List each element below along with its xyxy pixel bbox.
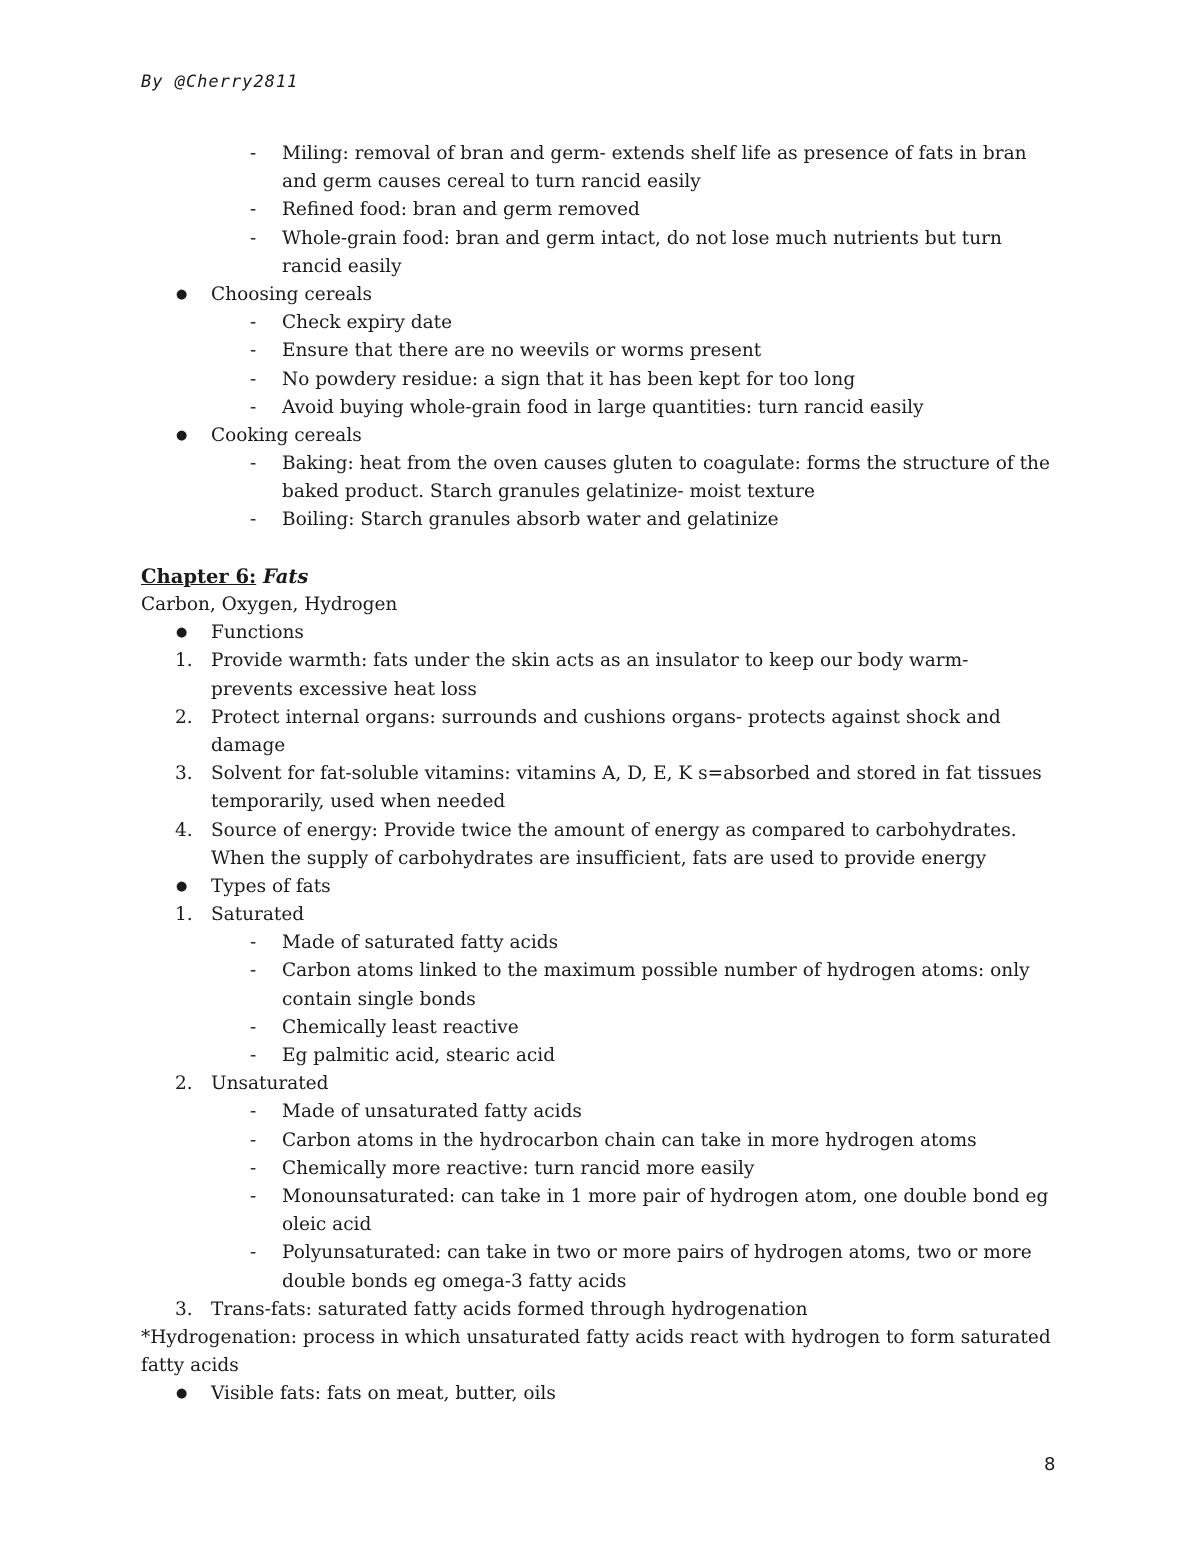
chapter-title: Fats (263, 564, 309, 588)
function-text-cont: damage (211, 734, 286, 756)
list-item (0, 1014, 1200, 1042)
list-item (0, 817, 1200, 845)
function-text: Provide warmth: fats under the skin acts as an insulator to keep our body warm- (211, 650, 969, 672)
hydrogenation-note: *Hydrogenation: process in which unsaturated fatty acids react with hydrogen to form saturated (141, 1326, 1051, 1348)
list-item (0, 647, 1200, 675)
function-text-cont: When the supply of carbohydrates are insufficient, fats are used to provide energy (211, 847, 987, 869)
baking-text: Baking: heat from the oven causes gluten to coagulate: forms the structure of the (282, 453, 1050, 475)
saturated-title: Saturated (211, 904, 305, 926)
list-item (0, 1296, 1200, 1324)
unsaturated-title: Unsaturated (211, 1073, 329, 1095)
choosing-item: Ensure that there are no weevils or worms present (282, 340, 762, 362)
dash-marker: - (250, 227, 257, 249)
dash-marker: - (250, 1045, 257, 1066)
bullet-marker: ● (176, 1386, 188, 1402)
dash-marker: - (250, 1129, 257, 1151)
list-item (0, 957, 1200, 985)
function-text-cont: prevents excessive heat loss (211, 678, 477, 700)
choosing-item: No powdery residue: a sign that it has been kept for too long (282, 368, 856, 390)
dash-marker: - (250, 960, 257, 982)
choosing-title: Choosing cereals (211, 283, 372, 305)
list-item (0, 1042, 1200, 1070)
bullet-marker: ● (176, 427, 188, 443)
dash-marker: - (250, 1101, 257, 1123)
list-item (0, 309, 1200, 337)
choosing-item: Check expiry date (282, 312, 453, 334)
list-item (0, 366, 1200, 394)
dash-marker: - (250, 1242, 257, 1264)
wholegrain-text-cont: rancid easily (282, 255, 402, 277)
types-title: Types of fats (211, 875, 331, 897)
poly-text-cont: double bonds eg omega-3 fatty acids (282, 1270, 627, 1292)
list-item (0, 1183, 1200, 1211)
saturated-made: Made of saturated fatty acids (282, 932, 559, 954)
refined-text: Refined food: bran and germ removed (282, 199, 640, 221)
function-text: Protect internal organs: surrounds and cushions organs- protects against shock and (211, 706, 1001, 728)
milling-text-cont: and germ causes cereal to turn rancid easily (282, 171, 701, 193)
list-item (0, 1239, 1200, 1267)
list-item (0, 873, 1200, 901)
list-item (0, 450, 1200, 478)
dash-marker: - (250, 509, 257, 531)
list-item (0, 140, 1200, 168)
dash-marker: - (250, 199, 257, 221)
list-item (0, 225, 1200, 253)
list-item (0, 619, 1200, 647)
list-item (0, 394, 1200, 422)
list-item (0, 1127, 1200, 1155)
bullet-marker: ● (176, 286, 188, 302)
wholegrain-text: Whole-grain food: bran and germ intact, do not lose much nutrients but turn (282, 227, 1002, 249)
function-text-cont: temporarily, used when needed (211, 791, 506, 813)
bullet-marker: ● (176, 878, 188, 894)
dash-marker: - (250, 1185, 257, 1207)
list-item (0, 506, 1200, 534)
dash-marker: - (250, 1157, 257, 1179)
mono-text: Monounsaturated: can take in 1 more pair of hydrogen atom, one double bond eg (282, 1185, 1049, 1207)
saturated-reactivity: Chemically least reactive (282, 1016, 519, 1038)
number-marker: 2. (175, 706, 193, 728)
boiling-text: Boiling: Starch granules absorb water and gelatinize (282, 509, 779, 531)
list-item (0, 760, 1200, 788)
dash-marker: - (250, 453, 257, 475)
dash-marker: - (250, 340, 257, 362)
poly-text: Polyunsaturated: can take in two or more pairs of hydrogen atoms, two or more (282, 1242, 1032, 1264)
saturated-carbon: Carbon atoms linked to the maximum possible number of hydrogen atoms: only (282, 960, 1030, 982)
list-item (0, 1380, 1200, 1408)
cooking-title: Cooking cereals (211, 424, 362, 446)
mono-text-cont: oleic acid (282, 1214, 372, 1236)
page-number: 8 (1044, 1454, 1056, 1475)
list-item (0, 901, 1200, 929)
list-item (0, 337, 1200, 365)
list-item (0, 704, 1200, 732)
dash-marker: - (250, 368, 257, 390)
chapter-label: Chapter 6: (141, 564, 257, 588)
hydrogenation-note-cont: fatty acids (141, 1355, 239, 1377)
list-item (0, 281, 1200, 309)
unsaturated-reactivity: Chemically more reactive: turn rancid more easily (282, 1157, 755, 1179)
function-text: Solvent for fat-soluble vitamins: vitamins A, D, E, K s=absorbed and stored in fat tissues (211, 763, 1042, 785)
list-item (0, 1155, 1200, 1183)
chapter-heading (0, 563, 1200, 591)
choosing-item: Avoid buying whole-grain food in large quantities: turn rancid easily (282, 396, 924, 418)
number-marker: 2. (175, 1073, 193, 1095)
list-item (0, 422, 1200, 450)
unsaturated-carbon: Carbon atoms in the hydrocarbon chain can take in more hydrogen atoms (282, 1129, 977, 1151)
list-item (0, 196, 1200, 224)
list-item (0, 1070, 1200, 1098)
visible-fats-text: Visible fats: fats on meat, butter, oils (211, 1383, 556, 1405)
baking-text-cont: baked product. Starch granules gelatinize- moist texture (282, 481, 815, 503)
list-item (0, 929, 1200, 957)
dash-marker: - (250, 932, 257, 954)
list-item (0, 1098, 1200, 1126)
page-content (0, 140, 1200, 1408)
number-marker: 4. (175, 819, 193, 841)
unsaturated-made: Made of unsaturated fatty acids (282, 1101, 582, 1123)
saturated-carbon-cont: contain single bonds (282, 988, 476, 1010)
dash-marker: - (250, 312, 257, 334)
number-marker: 3. (175, 763, 193, 785)
bullet-marker: ● (176, 625, 188, 641)
chapter-elements: Carbon, Oxygen, Hydrogen (141, 594, 398, 615)
dash-marker: - (250, 396, 257, 418)
dash-marker: - (250, 1016, 257, 1038)
number-marker: 1. (175, 650, 193, 672)
function-text: Source of energy: Provide twice the amount of energy as compared to carbohydrates. (211, 819, 1017, 841)
milling-text: Miling: removal of bran and germ- extends shelf life as presence of fats in bran (282, 143, 1027, 164)
number-marker: 1. (175, 904, 193, 926)
saturated-example: Eg palmitic acid, stearic acid (282, 1045, 556, 1066)
number-marker: 3. (175, 1298, 193, 1320)
trans-text: Trans-fats: saturated fatty acids formed through hydrogenation (211, 1298, 808, 1320)
dash-marker: - (250, 143, 257, 164)
author-header: By @Cherry2811 (141, 72, 299, 92)
functions-title: Functions (211, 622, 304, 644)
